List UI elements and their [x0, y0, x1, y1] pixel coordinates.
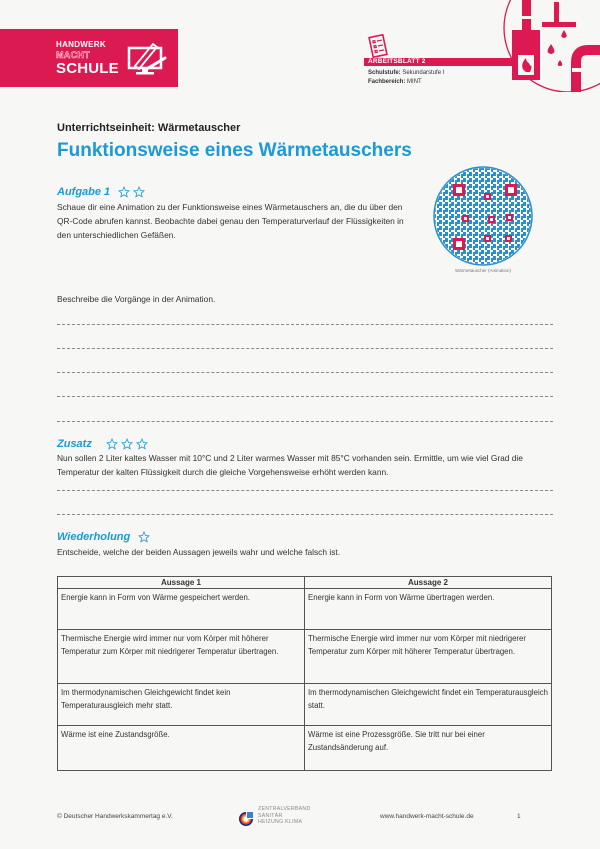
statement-cell[interactable]: Energie kann in Form von Wärme gespeichert werden. — [58, 589, 305, 630]
column-header: Aussage 1 — [58, 577, 305, 589]
partner-line: ZENTRALVERBAND — [258, 806, 311, 812]
answer-line[interactable] — [57, 372, 553, 373]
table-row — [58, 589, 552, 630]
worksheet-label: ARBEITSBLATT 2 — [364, 58, 520, 66]
footer-url[interactable]: www.handwerk-macht-schule.de — [380, 813, 474, 820]
monitor-tools-icon — [125, 40, 169, 76]
extra-heading — [57, 438, 148, 450]
page-title: Funktionsweise eines Wärmetauschers — [57, 140, 412, 161]
star-icon — [118, 186, 130, 198]
statement-cell[interactable]: Thermische Energie wird immer nur vom Körper mit höherer Temperatur zum Körper mit niedrigerer Temperatur übertragen. — [58, 630, 305, 684]
school-level-label: Schulstufe: — [368, 70, 401, 76]
page-number: 1 — [517, 813, 521, 820]
logo-line3: SCHULE — [56, 59, 119, 77]
review-heading-text: Wiederholung — [57, 531, 131, 543]
task1-text: Schaue dir eine Animation zu der Funktionsweise eines Wärmetauschers an, die du über den QR-Code abrufen kannst. Beobachte dabei genau den Temperaturverlauf der Flüssigkeiten in den unterschiedlichen Gefäßen. — [57, 202, 404, 240]
statement-cell[interactable]: Im thermodynamischen Gleichgewicht findet ein Temperaturausgleich statt. — [305, 684, 552, 726]
star-icon — [138, 531, 150, 543]
plumbing-heating-illustration — [488, 0, 600, 92]
qr-code[interactable] — [433, 166, 533, 266]
school-level-value: Sekundarstufe I — [402, 70, 445, 76]
subject — [368, 79, 422, 85]
handwerk-macht-schule-logo — [0, 29, 178, 87]
answer-line[interactable] — [57, 514, 553, 515]
answer-line[interactable] — [57, 421, 553, 422]
statements-table — [57, 576, 552, 771]
partner-line: HEIZUNG KLIMA — [258, 819, 303, 825]
review-text: Entscheide, welche der beiden Aussagen jeweils wahr und welche falsch ist. — [57, 547, 341, 557]
star-icon — [133, 186, 145, 198]
zentralverband-logo-icon — [238, 811, 254, 827]
answer-line[interactable] — [57, 396, 553, 397]
subject-value: MINT — [407, 79, 422, 85]
statement-cell[interactable]: Wärme ist eine Zustandsgröße. — [58, 726, 305, 771]
task1-stars — [118, 186, 145, 198]
column-header: Aussage 2 — [305, 577, 552, 589]
footer-copyright: © Deutscher Handwerkskammertag e.V. — [57, 813, 173, 820]
logo-line1: HANDWERK — [56, 39, 106, 49]
table-row — [58, 630, 552, 684]
answer-line[interactable] — [57, 490, 553, 491]
statement-cell[interactable]: Energie kann in Form von Wärme übertragen werden. — [305, 589, 552, 630]
school-level — [368, 70, 444, 76]
review-stars — [138, 531, 150, 543]
checklist-icon — [368, 34, 388, 58]
statement-cell[interactable]: Im thermodynamischen Gleichgewicht findet kein Temperaturausgleich mehr statt. — [58, 684, 305, 726]
qr-caption: Wärmetauscher (Animation) — [454, 268, 512, 273]
unit-label: Unterrichtseinheit: Wärmetauscher — [57, 122, 241, 134]
extra-heading-text: Zusatz — [57, 438, 92, 450]
statement-cell[interactable]: Thermische Energie wird immer nur vom Körper mit niedrigerer Temperatur zum Körper mit höherer Temperatur übertragen. — [305, 630, 552, 684]
star-icon — [106, 438, 118, 450]
table-row — [58, 726, 552, 771]
subject-label: Fachbereich: — [368, 79, 406, 85]
review-heading — [57, 531, 150, 543]
extra-stars — [106, 438, 148, 450]
star-icon — [136, 438, 148, 450]
table-row — [58, 684, 552, 726]
task1-prompt: Beschreibe die Vorgänge in der Animation. — [57, 294, 216, 304]
extra-text: Nun sollen 2 Liter kaltes Wasser mit 10°C und 2 Liter warmes Wasser mit 85°C vorhanden sein. Ermittle, um wie viel Grad die Temperatur der kalten Flüssigkeit durch die gleiche Vorgehensweise erhöht werden kann. — [57, 453, 523, 477]
logo-line2: MACHT — [56, 49, 90, 60]
star-icon — [121, 438, 133, 450]
task1-heading-text: Aufgabe 1 — [57, 186, 111, 198]
task1-heading — [57, 186, 145, 198]
partner-text — [258, 806, 311, 826]
statement-cell[interactable]: Wärme ist eine Prozessgröße. Sie tritt nur bei einer Zustandsänderung auf. — [305, 726, 552, 771]
answer-line[interactable] — [57, 348, 553, 349]
partner-line: SANITÄR — [258, 812, 283, 819]
answer-line[interactable] — [57, 324, 553, 325]
